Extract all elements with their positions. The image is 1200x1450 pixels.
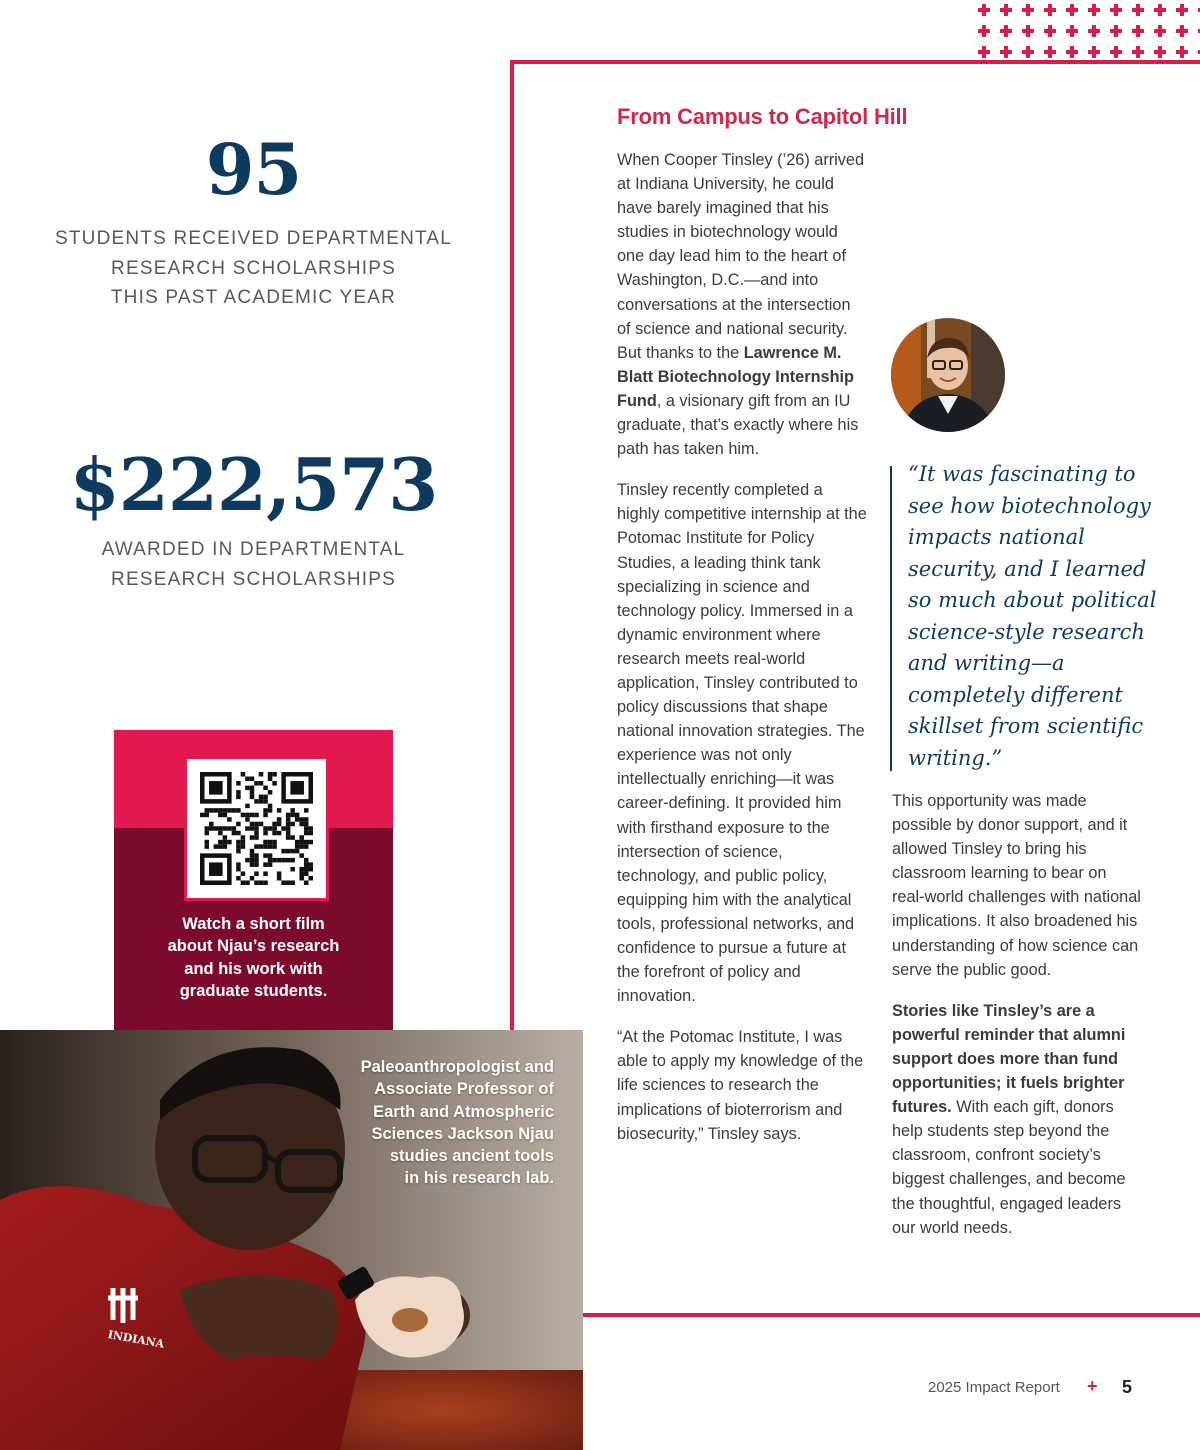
plus-mark	[1066, 25, 1078, 37]
qr-module	[214, 826, 219, 831]
qr-module	[236, 849, 241, 854]
plus-mark	[1110, 25, 1122, 37]
qr-module	[236, 790, 241, 795]
frame-bottom-rule	[583, 1313, 1200, 1317]
qr-module	[272, 826, 277, 831]
qr-module	[223, 835, 228, 840]
qr-card-caption	[114, 913, 393, 1002]
qr-module	[236, 844, 241, 849]
qr-module	[227, 826, 232, 831]
qr-module	[259, 799, 264, 804]
caption-line: RESEARCH SCHOLARSHIPS	[111, 257, 396, 279]
qr-module	[290, 858, 295, 863]
plus-mark	[1000, 25, 1012, 37]
qr-module	[250, 795, 255, 800]
plus-pattern-decoration	[972, 0, 1200, 62]
qr-module	[223, 813, 228, 818]
qr-module	[263, 799, 268, 804]
plus-mark	[1154, 46, 1166, 58]
photo-caption	[294, 1056, 554, 1190]
qr-module	[254, 781, 259, 786]
qr-module	[304, 844, 309, 849]
plus-mark	[1132, 25, 1144, 37]
plus-mark	[978, 46, 990, 58]
qr-module	[214, 808, 219, 813]
qr-module	[241, 813, 246, 818]
plus-mark	[1088, 4, 1100, 16]
qr-module	[205, 831, 210, 836]
qr-module	[281, 849, 286, 854]
qr-module	[209, 862, 223, 876]
qr-module	[299, 876, 304, 881]
qr-module	[236, 840, 241, 845]
caption-line: RESEARCH SCHOLARSHIPS	[111, 568, 396, 590]
qr-module	[299, 835, 304, 840]
qr-module	[241, 835, 246, 840]
qr-module	[254, 880, 259, 885]
qr-module	[200, 813, 205, 818]
qr-module	[218, 840, 223, 845]
qr-module	[245, 813, 250, 818]
plus-mark	[1110, 46, 1122, 58]
pull-quote-bar	[890, 466, 892, 771]
plus-mark	[1176, 25, 1188, 37]
qr-module	[299, 871, 304, 876]
plus-mark	[1176, 4, 1188, 16]
article-column-right	[892, 789, 1142, 1257]
qr-module	[259, 781, 264, 786]
qr-module	[254, 862, 259, 867]
plus-mark	[1044, 25, 1056, 37]
caption-line: Associate Professor of	[374, 1080, 554, 1099]
qr-module	[259, 795, 264, 800]
qr-module	[263, 813, 268, 818]
qr-module	[263, 808, 268, 813]
qr-module	[250, 853, 255, 858]
qr-module	[277, 822, 282, 827]
qr-module	[236, 831, 241, 836]
qr-module	[263, 840, 268, 845]
qr-module	[236, 781, 241, 786]
qr-module	[299, 817, 304, 822]
page-number: 5	[1122, 1377, 1133, 1397]
qr-module	[205, 808, 210, 813]
qr-module	[245, 826, 250, 831]
qr-module	[245, 817, 250, 822]
qr-module	[205, 813, 210, 818]
qr-module	[227, 817, 232, 822]
qr-module	[272, 772, 277, 777]
qr-module	[281, 858, 286, 863]
qr-module	[263, 844, 268, 849]
qr-module	[245, 804, 250, 809]
qr-module	[250, 858, 255, 863]
qr-module	[308, 867, 313, 872]
qr-module	[250, 876, 255, 881]
caption-line: and his work with	[184, 959, 323, 978]
qr-module	[304, 840, 309, 845]
qr-module	[263, 871, 268, 876]
qr-module	[236, 808, 241, 813]
qr-module	[268, 808, 273, 813]
qr-module	[223, 808, 228, 813]
emphasis-text: Stories like Tinsley’s are a powerful reminder that alumni support does more than fund opportunities; it fuels brighter futures.	[892, 1001, 1126, 1117]
qr-module	[263, 831, 268, 836]
qr-module	[268, 853, 273, 858]
caption-line: AWARDED IN DEPARTMENTAL	[101, 539, 406, 560]
qr-module	[250, 849, 255, 854]
qr-module	[259, 880, 264, 885]
qr-module	[290, 867, 295, 872]
caption-line: about Njau’s research	[167, 937, 340, 956]
video-qr-card[interactable]	[114, 730, 393, 1032]
qr-module	[254, 826, 259, 831]
qr-module	[304, 862, 309, 867]
qr-module	[218, 813, 223, 818]
qr-module	[286, 817, 291, 822]
qr-module	[236, 867, 241, 872]
plus-mark	[1154, 4, 1166, 16]
qr-module	[250, 826, 255, 831]
plus-mark	[1088, 25, 1100, 37]
qr-module	[254, 822, 259, 827]
student-portrait-avatar	[891, 318, 1005, 432]
stat-amount-caption	[0, 535, 507, 594]
qr-module	[304, 831, 309, 836]
paragraph-text: With each gift, donors help students step beyond the classroom, confront society’s biggest challenges, and become the thoughtful, engaged leaders our world needs.	[892, 1098, 1126, 1237]
qr-module	[250, 777, 255, 782]
caption-line: graduate students.	[179, 981, 328, 1000]
qr-module	[254, 799, 259, 804]
qr-module	[223, 840, 228, 845]
fund-name: Lawrence M. Blatt Biotechnology Internship Fund	[617, 343, 854, 410]
qr-module	[236, 876, 241, 881]
qr-module	[241, 840, 246, 845]
qr-module	[272, 781, 277, 786]
qr-module	[272, 844, 277, 849]
qr-module	[290, 849, 295, 854]
qr-module	[277, 871, 282, 876]
qr-module	[286, 849, 291, 854]
qr-module	[304, 822, 309, 827]
qr-module	[259, 844, 264, 849]
qr-module	[245, 786, 250, 791]
qr-module	[281, 880, 286, 885]
qr-module	[290, 808, 295, 813]
plus-mark	[978, 25, 990, 37]
qr-code-icon[interactable]	[200, 772, 313, 885]
qr-module	[308, 876, 313, 881]
plus-mark	[1066, 4, 1078, 16]
qr-module	[304, 826, 309, 831]
qr-module	[209, 781, 223, 795]
qr-module	[223, 826, 228, 831]
qr-module	[241, 871, 246, 876]
qr-module	[245, 858, 250, 863]
qr-module	[299, 822, 304, 827]
qr-module	[205, 826, 210, 831]
qr-module	[277, 808, 282, 813]
qr-module	[209, 826, 214, 831]
article-heading: From Campus to Capitol Hill	[617, 104, 908, 129]
qr-module	[304, 808, 309, 813]
qr-module	[236, 822, 241, 827]
paragraph-text: , a visionary gift from an IU graduate, that’s exactly where his path has taken him.	[617, 391, 859, 459]
plus-mark	[1132, 4, 1144, 16]
qr-module	[250, 786, 255, 791]
paragraph-text: When Cooper Tinsley (’26) arrived at Indiana University, he could have barely imagined that his studies in biotechnology would one day lead him to the heart of Washington, D.C.—and into conversations at the intersection of science and national security. But thanks to the	[617, 151, 865, 362]
qr-module	[268, 777, 273, 782]
qr-module	[304, 880, 309, 885]
qr-module	[272, 858, 277, 863]
qr-module	[308, 831, 313, 836]
pull-quote: “It was fascinating to see how biotechnology impacts national security, and I learned so much about political science-style research and writing—a completely different skillset from scientific writing.”	[908, 462, 1157, 770]
plus-mark	[1154, 25, 1166, 37]
qr-module	[295, 817, 300, 822]
article-paragraph: Tinsley recently completed a highly competitive internship at the Potomac Institute for Policy Studies, a leading think tank specializing in science and technology policy. Immersed in a dynamic environment where research meets real-world application, Tinsley contributed to policy discussions that shape national innovation strategies. The experience was not only intellectually enriching—it was career-defining. It provided him with firsthand exposure to the intersection of science, technology, and public policy, equipping him with the analytical tools, professional networks, and confidence to pursue a future at the forefront of policy and innovation.	[617, 481, 867, 1006]
qr-module	[227, 808, 232, 813]
plus-mark	[1176, 46, 1188, 58]
qr-module	[304, 817, 309, 822]
qr-module	[295, 849, 300, 854]
researcher-photo	[0, 1030, 583, 1450]
qr-module	[295, 813, 300, 818]
plus-mark	[1022, 46, 1034, 58]
qr-code-frame[interactable]	[184, 756, 329, 901]
qr-module	[232, 831, 237, 836]
qr-module	[250, 790, 255, 795]
qr-module	[259, 822, 264, 827]
qr-module	[277, 817, 282, 822]
qr-module	[272, 840, 277, 845]
qr-module	[286, 858, 291, 863]
qr-module	[250, 822, 255, 827]
qr-module	[277, 876, 282, 881]
qr-module	[241, 772, 246, 777]
qr-module	[268, 826, 273, 831]
qr-module	[268, 844, 273, 849]
qr-module	[254, 813, 259, 818]
qr-module	[245, 880, 250, 885]
caption-line: Watch a short film	[182, 915, 325, 933]
plus-mark	[1044, 46, 1056, 58]
qr-module	[286, 826, 291, 831]
frame-left-rule	[510, 60, 514, 1032]
qr-module	[286, 813, 291, 818]
article-paragraph	[892, 999, 1142, 1240]
qr-module	[263, 880, 268, 885]
qr-module	[241, 844, 246, 849]
qr-module	[290, 813, 295, 818]
frame-top-rule	[510, 60, 1200, 64]
caption-line: Earth and Atmospheric	[373, 1102, 554, 1121]
qr-module	[241, 880, 246, 885]
qr-module	[286, 822, 291, 827]
qr-module	[304, 871, 309, 876]
qr-module	[218, 844, 223, 849]
qr-module	[218, 808, 223, 813]
qr-module	[209, 808, 214, 813]
shirt-logo-text: INDIANA	[106, 1327, 166, 1351]
qr-module	[263, 862, 268, 867]
qr-module	[304, 858, 309, 863]
qr-module	[299, 853, 304, 858]
article-paragraph	[617, 148, 867, 461]
qr-module	[214, 844, 219, 849]
qr-module	[263, 795, 268, 800]
caption-line: STUDENTS RECEIVED DEPARTMENTAL	[54, 228, 453, 249]
plus-mark	[1000, 46, 1012, 58]
qr-module	[254, 871, 259, 876]
qr-module	[304, 867, 309, 872]
qr-module	[254, 831, 259, 836]
stat-students-number: 95	[205, 128, 302, 211]
plus-mark	[978, 4, 990, 16]
plus-mark	[1044, 4, 1056, 16]
qr-module	[299, 840, 304, 845]
qr-module	[290, 835, 295, 840]
qr-module	[223, 844, 228, 849]
qr-module	[205, 844, 210, 849]
caption-line: THIS PAST ACADEMIC YEAR	[110, 287, 397, 308]
qr-module	[254, 835, 259, 840]
plus-mark	[1132, 46, 1144, 58]
caption-line: Sciences Jackson Njau	[371, 1124, 554, 1143]
qr-module	[259, 772, 264, 777]
qr-module	[218, 826, 223, 831]
qr-module	[308, 826, 313, 831]
qr-module	[290, 880, 295, 885]
caption-line: in his research lab.	[404, 1169, 554, 1188]
qr-module	[218, 831, 223, 836]
qr-module	[308, 840, 313, 845]
qr-module	[250, 862, 255, 867]
qr-module	[250, 835, 255, 840]
plus-mark	[1110, 4, 1122, 16]
plus-mark	[1088, 46, 1100, 58]
qr-module	[268, 804, 273, 809]
caption-line: Paleoanthropologist and	[360, 1058, 554, 1076]
qr-module	[236, 862, 241, 867]
qr-module	[277, 858, 282, 863]
qr-module	[290, 822, 295, 827]
plus-mark	[1000, 4, 1012, 16]
plus-mark	[1022, 4, 1034, 16]
qr-module	[299, 844, 304, 849]
article-paragraph: This opportunity was made possible by donor support, and it allowed Tinsley to bring his classroom learning to bear on real-world challenges with national implications. It also broadened his understanding of how science can serve the public good.	[892, 792, 1141, 979]
caption-line: studies ancient tools	[389, 1147, 554, 1166]
footer-report-title: 2025 Impact Report	[928, 1379, 1060, 1396]
qr-module	[245, 777, 250, 782]
qr-module	[250, 813, 255, 818]
qr-module	[295, 840, 300, 845]
qr-module	[286, 831, 291, 836]
qr-module	[232, 826, 237, 831]
qr-module	[268, 858, 273, 863]
qr-module	[254, 844, 259, 849]
qr-module	[272, 831, 277, 836]
qr-module	[268, 790, 273, 795]
qr-module	[268, 772, 273, 777]
qr-module	[209, 822, 214, 827]
qr-module	[268, 862, 273, 867]
qr-module	[205, 840, 210, 845]
qr-module	[281, 826, 286, 831]
plus-mark	[1066, 46, 1078, 58]
qr-module	[263, 786, 268, 791]
qr-module	[299, 867, 304, 872]
qr-module	[286, 835, 291, 840]
stat-students-caption	[0, 224, 507, 313]
qr-module	[286, 880, 291, 885]
student-portrait-illustration	[891, 318, 1005, 432]
qr-module	[227, 840, 232, 845]
plus-mark	[1022, 25, 1034, 37]
article-column-left	[617, 148, 867, 1163]
stat-amount-number: $222,573	[69, 442, 438, 527]
footer-plus-icon: +	[1087, 1376, 1098, 1396]
qr-module	[295, 844, 300, 849]
qr-module	[308, 862, 313, 867]
qr-module	[272, 822, 277, 827]
qr-module	[236, 795, 241, 800]
article-paragraph: “At the Potomac Institute, I was able to apply my knowledge of the life sciences to research the implications of bioterrorism and biosecurity,” Tinsley says.	[617, 1028, 864, 1143]
qr-module	[290, 781, 304, 795]
qr-module	[277, 831, 282, 836]
qr-module	[254, 853, 259, 858]
qr-module	[254, 858, 259, 863]
qr-module	[263, 853, 268, 858]
qr-module	[232, 808, 237, 813]
qr-module	[263, 826, 268, 831]
qr-module	[268, 840, 273, 845]
